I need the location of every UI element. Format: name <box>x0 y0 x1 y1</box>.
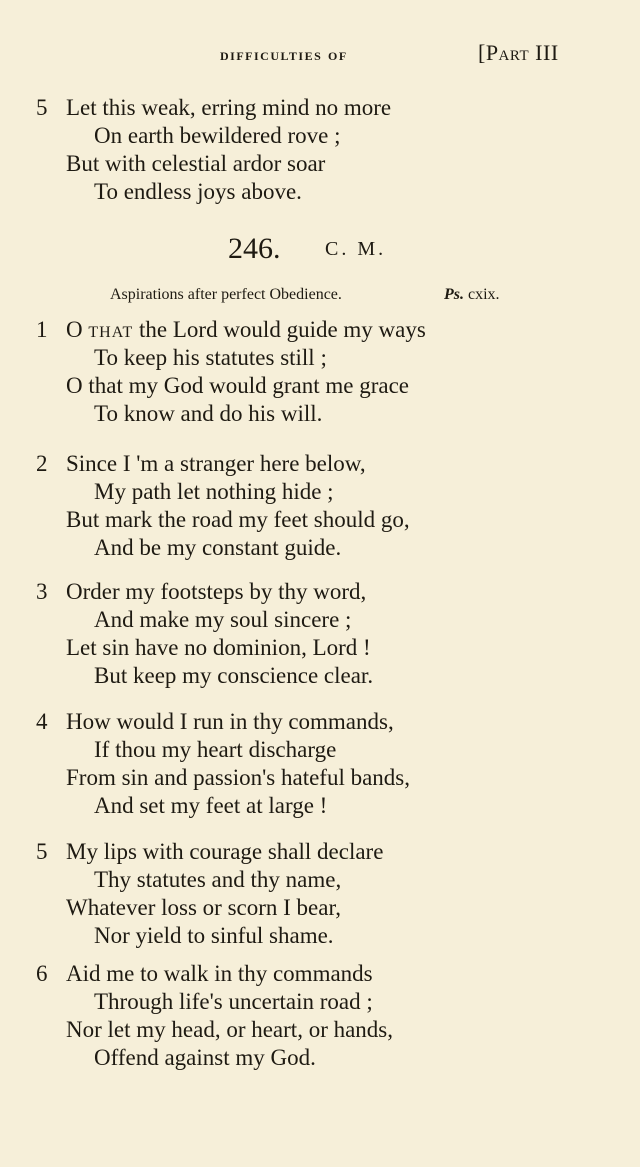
stanza-number: 5 <box>36 95 48 120</box>
stanza-line: And set my feet at large ! <box>94 793 328 818</box>
running-header <box>0 40 640 70</box>
stanza-2 <box>0 450 640 562</box>
stanza-3 <box>0 578 640 690</box>
stanza-6 <box>0 960 640 1072</box>
stanza-line: But mark the road my feet should go, <box>66 507 410 532</box>
stanza-line: Whatever loss or scorn I bear, <box>66 895 341 920</box>
stanza-1 <box>0 316 640 428</box>
reference-book: Ps. <box>444 286 464 303</box>
stanza-line: Aid me to walk in thy commands <box>66 961 373 986</box>
stanza-line: If thou my heart discharge <box>94 737 337 762</box>
stanza-line: To endless joys above. <box>94 179 302 204</box>
stanza-line: Since I 'm a stranger here below, <box>66 451 366 476</box>
stanza-line: My lips with courage shall declare <box>66 839 384 864</box>
hymn-heading <box>0 232 640 272</box>
stanza-number: 5 <box>36 839 48 864</box>
hymn-subtitle <box>0 286 640 308</box>
stanza-line: But with celestial ardor soar <box>66 151 326 176</box>
stanza-line: Thy statutes and thy name, <box>94 867 342 892</box>
stanza-line: Offend against my God. <box>94 1045 316 1070</box>
intro-stanza <box>0 94 640 206</box>
stanza-line: How would I run in thy commands, <box>66 709 394 734</box>
stanza-number: 6 <box>36 961 48 986</box>
stanza-line: But keep my conscience clear. <box>94 663 374 688</box>
stanza-number: 2 <box>36 451 48 476</box>
stanza-4 <box>0 708 640 820</box>
stanza-5 <box>0 838 640 950</box>
stanza-line: Nor let my head, or heart, or hands, <box>66 1017 394 1042</box>
stanza-number: 4 <box>36 709 48 734</box>
stanza-line: And be my constant guide. <box>94 535 342 560</box>
running-title: difficulties of <box>220 45 348 64</box>
stanza-line: From sin and passion's hateful bands, <box>66 765 411 790</box>
stanza-line: On earth bewildered rove ; <box>94 123 341 148</box>
stanza-number: 3 <box>36 579 48 604</box>
stanza-line: Order my footsteps by thy word, <box>66 579 367 604</box>
stanza-line: Let this weak, erring mind no more <box>66 95 392 120</box>
stanza-line: To know and do his will. <box>94 401 323 426</box>
stanza-line: My path let nothing hide ; <box>94 479 334 504</box>
hymn-number: 246. <box>228 232 281 265</box>
stanza-line: To keep his statutes still ; <box>94 345 327 370</box>
stanza-line: O that the Lord would guide my ways <box>66 317 426 342</box>
reference-chapter: cxix. <box>468 286 500 303</box>
stanza-number: 1 <box>36 317 48 342</box>
stanza-line: Let sin have no dominion, Lord ! <box>66 635 371 660</box>
stanza-line: Through life's uncertain road ; <box>94 989 373 1014</box>
subtitle-text: Aspirations after perfect Obedience. <box>110 286 342 303</box>
stanza-line: O that my God would grant me grace <box>66 373 409 398</box>
hymn-meter: C. M. <box>325 238 387 260</box>
stanza-line: Nor yield to sinful shame. <box>94 923 334 948</box>
stanza-line: And make my soul sincere ; <box>94 607 352 632</box>
part-label: [Part III <box>478 40 559 65</box>
scripture-reference <box>444 286 500 304</box>
